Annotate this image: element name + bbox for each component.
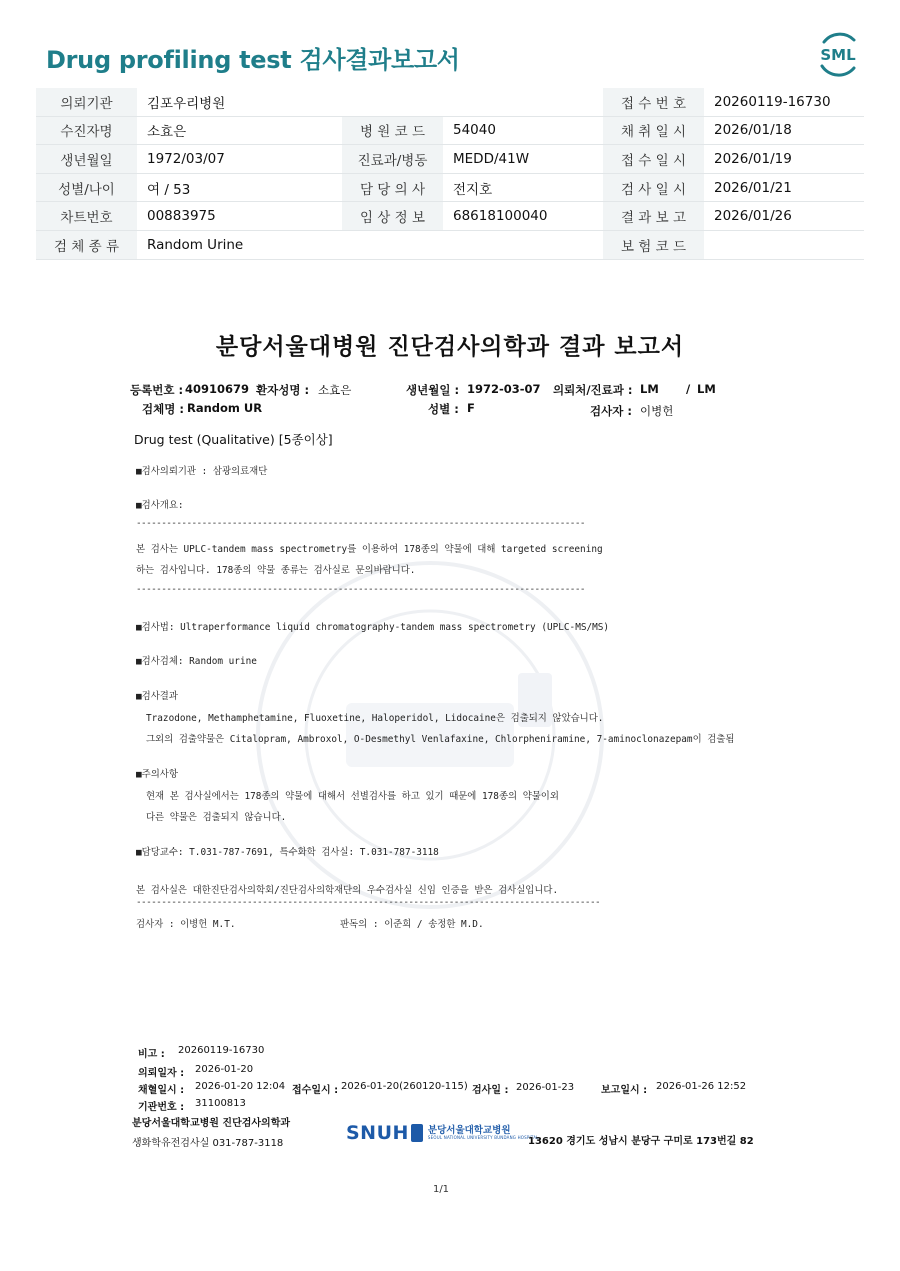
agency-line: ■검사의뢰기관 : 삼광의료재단 [136, 466, 268, 477]
reg-no-label: 등록번호 : [130, 383, 184, 397]
info-label: 생년월일 [36, 145, 137, 174]
info-value: 54040 [443, 116, 603, 145]
snuh-logo-name-en: SEOUL NATIONAL UNIVERSITY BUNDANG HOSPITAL [427, 1134, 539, 1140]
info-value: 2026/01/19 [704, 145, 864, 174]
info-label: 검 사 일 시 [603, 173, 704, 202]
snuh-emblem-icon [411, 1124, 423, 1142]
divider: ----------------------------------------------------------------------------------------- [136, 518, 585, 529]
examiner-line: 검사자 : 이병헌 M.T. [136, 919, 236, 930]
table-row [36, 145, 864, 174]
snuh-logo-word: SNUH [346, 1122, 409, 1144]
overview-line-1: 본 검사는 UPLC-tandem mass spectrometry를 이용하여 178종의 약물에 대해 targeted screening [136, 544, 603, 555]
report-date: 2026-01-26 12:52 [656, 1081, 747, 1092]
dept-name: 분당서울대학교병원 진단검사의학과 [132, 1118, 291, 1129]
remark-label: 비고 : [138, 1049, 165, 1060]
caution-line-1: 현재 본 검사실에서는 178종의 약물에 대해서 선별검사를 하고 있기 때문에 178종의 약물이외 [146, 791, 559, 802]
table-row [36, 202, 864, 231]
info-label: 수진자명 [36, 116, 137, 145]
reader-line: 판독의 : 이준희 / 송정한 M.D. [340, 919, 484, 930]
info-value: 00883975 [137, 202, 342, 231]
info-value: MEDD/41W [443, 145, 603, 174]
reg-no: 40910679 [185, 382, 250, 396]
logo-text: SML [820, 46, 856, 64]
info-label: 결 과 보 고 [603, 202, 704, 231]
table-row [36, 88, 864, 116]
dob: 1972-03-07 [467, 382, 541, 396]
collect-label: 채혈일시 : [138, 1085, 185, 1096]
table-row [36, 230, 864, 259]
dept-sep: / [686, 382, 691, 396]
result-heading: ■검사결과 [136, 691, 178, 702]
overview-heading: ■검사개요: [136, 500, 184, 511]
info-label: 담 당 의 사 [342, 173, 443, 202]
sex-label: 성별 : [428, 402, 459, 416]
overview-line-2: 하는 검사입니다. 178종의 약물 종류는 검사실로 문의바랍니다. [136, 565, 416, 576]
info-value: 김포우리병원 [137, 88, 342, 116]
patient-name: 소효은 [318, 383, 352, 397]
caution-line-2: 다른 약물은 검출되지 않습니다. [146, 812, 287, 823]
lab-phone: 생화학유전검사실 031-787-3118 [132, 1138, 284, 1149]
receive-label: 접수일시 : [292, 1085, 339, 1096]
dept-b: LM [697, 382, 716, 396]
info-value: 2026/01/21 [704, 173, 864, 202]
divider: ----------------------------------------------------------------------------------------- [136, 584, 585, 595]
result-line-1: Trazodone, Methamphetamine, Fluoxetine, Haloperidol, Lidocaine은 검출되지 않았습니다. [146, 713, 604, 724]
info-value: 여 / 53 [137, 173, 342, 202]
info-value: Random Urine [137, 230, 342, 259]
divider: -------------------------------------------------------------------------------------------- [136, 897, 601, 908]
info-label: 검 체 종 류 [36, 230, 137, 259]
test-date: 2026-01-23 [516, 1082, 575, 1093]
result-line-2: 그외의 검출약물은 Citalopram, Ambroxol, O-Desmethyl Venlafaxine, Chlorpheniramine, 7-aminoclonazepam이 검출됨 [146, 734, 735, 745]
request-label: 의뢰일자 : [138, 1068, 185, 1079]
tester-label: 검사자 : [590, 404, 632, 418]
contact-line: ■담당교수: T.031-787-7691, 특수화학 검사실: T.031-787-3118 [136, 847, 439, 858]
specimen: Random UR [187, 401, 263, 415]
method-line: ■검사법: Ultraperformance liquid chromatography-tandem mass spectrometry (UPLC-MS/MS) [136, 622, 610, 633]
test-date-label: 검사일 : [472, 1085, 509, 1096]
caution-heading: ■주의사항 [136, 769, 178, 780]
dept-label: 의뢰처/진료과 : [553, 383, 633, 397]
report-date-label: 보고일시 : [601, 1085, 648, 1096]
info-value: 1972/03/07 [137, 145, 342, 174]
info-label: 채 취 일 시 [603, 116, 704, 145]
patient-name-label: 환자성명 : [256, 383, 310, 397]
info-label: 성별/나이 [36, 173, 137, 202]
info-value [704, 230, 864, 259]
info-label: 접 수 일 시 [603, 145, 704, 174]
report-title: 분당서울대병원 진단검사의학과 결과 보고서 [215, 334, 685, 360]
info-value: 소효은 [137, 116, 342, 145]
remark: 20260119-16730 [178, 1045, 265, 1056]
table-row [36, 173, 864, 202]
info-value: 20260119-16730 [704, 88, 864, 116]
info-empty [342, 230, 603, 259]
snuh-logo [346, 1121, 539, 1145]
info-label: 진료과/병동 [342, 145, 443, 174]
info-value: 68618100040 [443, 202, 603, 231]
specimen-label: 검체명 : [142, 402, 184, 416]
hospital-address: 13620 경기도 성남시 분당구 구미로 173번길 82 [528, 1136, 754, 1147]
info-label: 차트번호 [36, 202, 137, 231]
dept-a: LM [640, 382, 659, 396]
certification-line: 본 검사실은 대한진단검사의학회/진단검사의학재단의 우수검사실 신임 인증을 받은 검사실입니다. [136, 885, 559, 896]
request-date: 2026-01-20 [195, 1064, 254, 1075]
info-label: 의뢰기관 [36, 88, 137, 116]
info-label: 접 수 번 호 [603, 88, 704, 116]
info-label: 임 상 정 보 [342, 202, 443, 231]
sml-logo-icon [814, 30, 862, 78]
snuh-logo-name: 분당서울대학교병원 [427, 1125, 511, 1137]
patient-info-table [36, 88, 864, 260]
info-value: 2026/01/18 [704, 116, 864, 145]
sex: F [467, 401, 475, 415]
collect-date: 2026-01-20 12:04 [195, 1081, 286, 1092]
info-label: 보 험 코 드 [603, 230, 704, 259]
org-code-label: 기관번호 : [138, 1102, 185, 1113]
test-name: Drug test (Qualitative) [5종이상] [134, 432, 333, 447]
page-title: Drug profiling test 검사결과보고서 [46, 46, 460, 74]
info-label: 병 원 코 드 [342, 116, 443, 145]
specimen-line: ■검사검체: Random urine [136, 656, 257, 667]
org-code: 31100813 [195, 1098, 246, 1109]
info-value: 전지호 [443, 173, 603, 202]
receive-date: 2026-01-20(260120-115) [341, 1081, 468, 1092]
tester: 이병헌 [640, 404, 674, 418]
info-empty [342, 88, 603, 116]
table-row [36, 116, 864, 145]
dob-label: 생년월일 : [406, 383, 460, 397]
info-value: 2026/01/26 [704, 202, 864, 231]
page-number: 1/1 [432, 1184, 450, 1195]
